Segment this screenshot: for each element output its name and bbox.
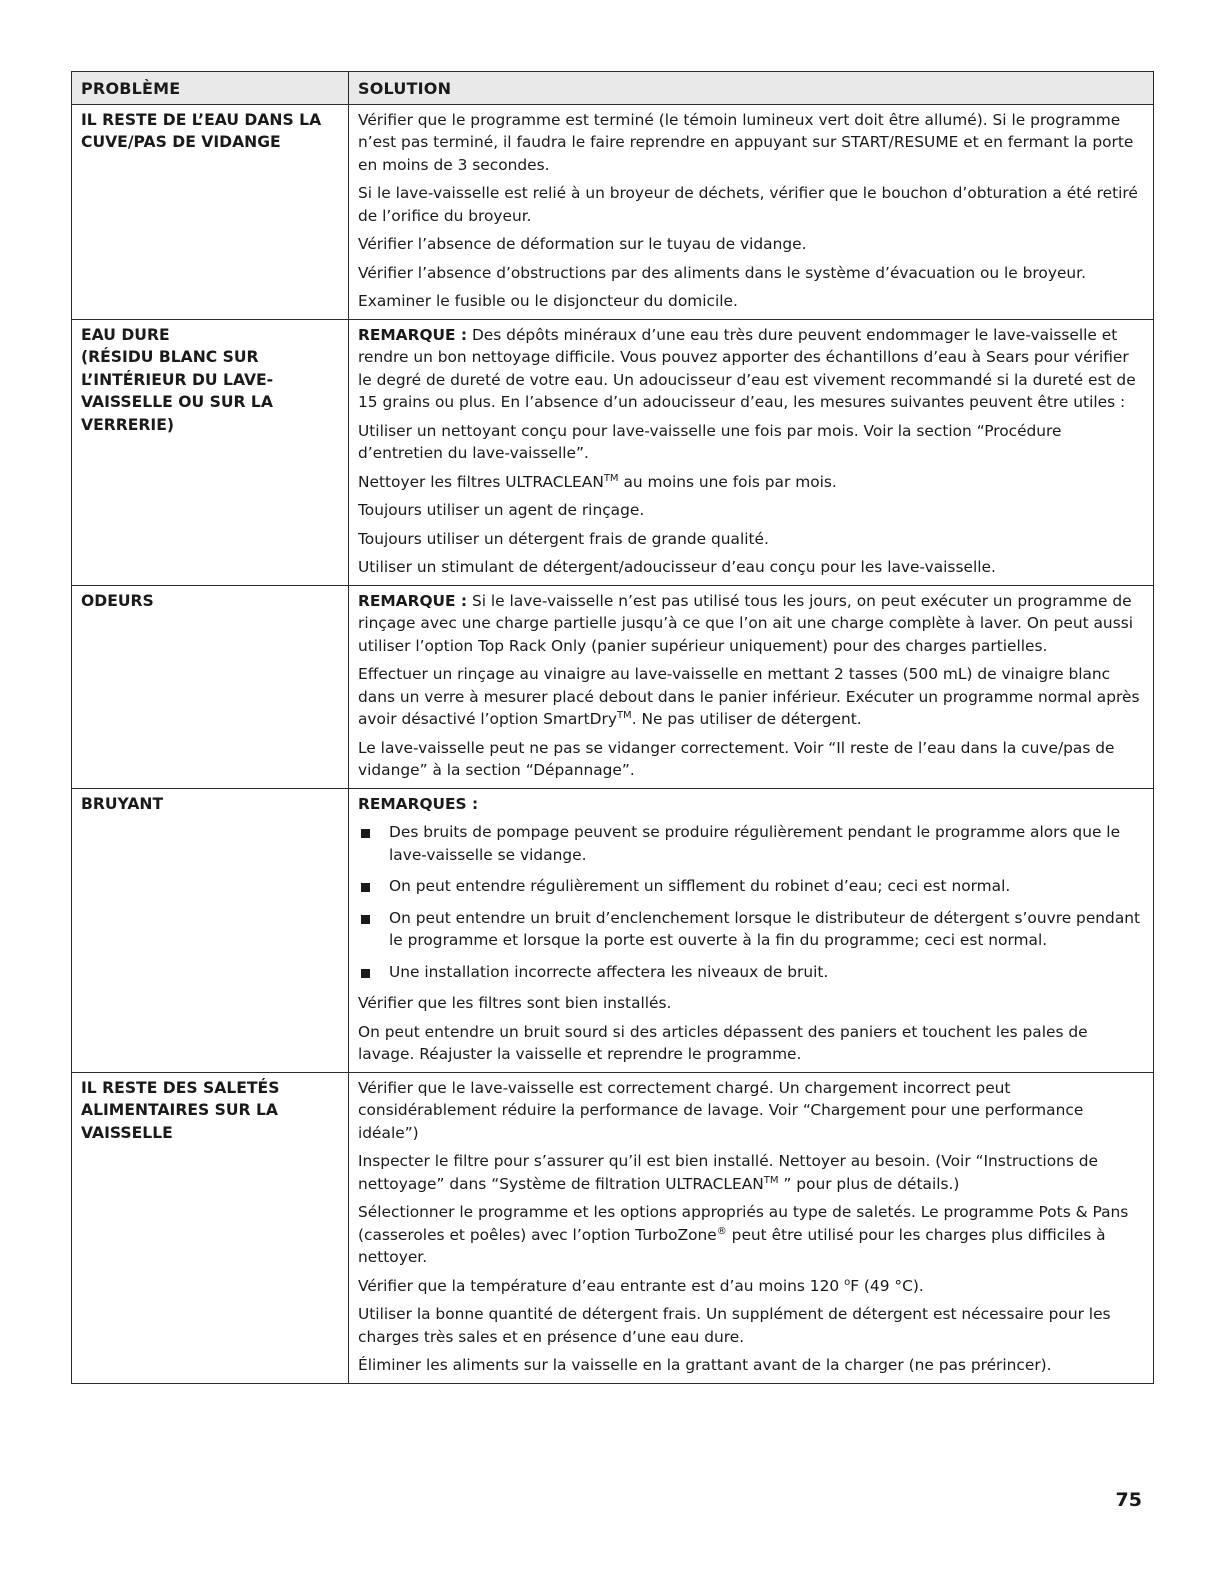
square-bullet-icon — [361, 915, 370, 924]
text-run: Inspecter le filtre pour s’assurer qu’il est bien installé. Nettoyer au besoin. (Voir “Instructions de nettoyage” dans “Système de filtration ULTRACLEAN — [358, 1152, 1099, 1193]
list-item — [358, 875, 1145, 898]
solution-cell — [349, 585, 1154, 788]
list-item-text: Des bruits de pompage peuvent se produire régulièrement pendant le programme alors que le lave-vaisselle se vidange. — [389, 823, 1121, 864]
solution-paragraph — [358, 1275, 1145, 1298]
problem-line: ALIMENTAIRES SUR LA — [81, 1101, 278, 1119]
header-problem: PROBLÈME — [72, 72, 349, 105]
solution-paragraph: Vérifier que les filtres sont bien installés. — [358, 994, 672, 1012]
problem-line: VERRERIE) — [81, 415, 174, 434]
problem-cell: ODEURS — [72, 585, 349, 788]
list-item-text: On peut entendre un bruit d’enclenchement lorsque le distributeur de détergent s’ouvre pendant le programme et lorsque la porte est ouverte à la fin du programme; ceci est normal. — [389, 908, 1141, 949]
problem-cell: BRUYANT — [72, 788, 349, 1072]
list-item — [358, 821, 1145, 866]
solution-paragraph — [358, 471, 1145, 494]
solution-paragraph: Éliminer les aliments sur la vaisselle en la grattant avant de la charger (ne pas prérincer). — [358, 1356, 1052, 1374]
solution-paragraph: Examiner le fusible ou le disjoncteur du domicile. — [358, 292, 738, 310]
square-bullet-icon — [361, 969, 370, 978]
solution-paragraph: Vérifier que le lave-vaisselle est correctement chargé. Un chargement incorrect peut considérablement réduire la performance de lavage. Voir “Chargement pour une performance idéale”) — [358, 1078, 1084, 1142]
table-row — [72, 1072, 1154, 1383]
problem-cell — [72, 319, 349, 585]
text-run: Effectuer un rinçage au vinaigre au lave-vaisselle en mettant 2 tasses (500 mL) de vinaigre blanc dans un verre à mesurer placé debout dans le panier inférieur. Exécuter un programme normal après avoir désactivé l’option SmartDry — [358, 665, 1140, 728]
note-label: REMARQUE : — [358, 591, 468, 610]
table-row — [72, 788, 1154, 1072]
list-item-text: Une installation incorrecte affectera les niveaux de bruit. — [389, 962, 829, 981]
text-run: ” pour plus de détails.) — [778, 1174, 960, 1193]
table-row — [72, 104, 1154, 319]
list-item — [358, 907, 1145, 952]
trademark-mark: TM — [603, 472, 619, 484]
solution-paragraph: Si le lave-vaisselle est relié à un broyeur de déchets, vérifier que le bouchon d’obturation a été retiré de l’orifice du broyeur. — [358, 184, 1138, 225]
solution-paragraph: Vérifier que le programme est terminé (le témoin lumineux vert doit être allumé). Si le programme n’est pas terminé, il faudra le faire reprendre en appuyant sur START/RESUME et en fermant la porte en moins de 3 secondes. — [358, 110, 1134, 174]
troubleshooting-page — [71, 71, 1153, 1384]
notes-list — [358, 821, 1145, 983]
header-solution: SOLUTION — [349, 72, 1154, 105]
table-row — [72, 585, 1154, 788]
note-text: Si le lave-vaisselle n’est pas utilisé tous les jours, on peut exécuter un programme de rinçage avec une charge partielle jusqu’à ce que l’on ait une charge complète à laver. On peut aussi utiliser l’option Top Rack Only (panier supérieur uniquement) pour des charges partielles. — [358, 591, 1134, 655]
text-run: Vérifier que la température d’eau entrante est d’au moins 120 — [358, 1276, 845, 1295]
solution-paragraph: Le lave-vaisselle peut ne pas se vidanger correctement. Voir “Il reste de l’eau dans la cuve/pas de vidange” à la section “Dépannage”. — [358, 738, 1115, 779]
text-run: F (49 °C). — [850, 1276, 924, 1295]
problem-line: EAU DURE — [81, 325, 170, 344]
solution-cell — [349, 788, 1154, 1072]
solution-cell — [349, 319, 1154, 585]
problem-line: (RÉSIDU BLANC SUR — [81, 348, 259, 366]
text-run: Sélectionner le programme et les options appropriés au type de saletés. Le programme Pots & Pans (casseroles et poêles) avec l’option TurboZone — [358, 1203, 1129, 1244]
solution-cell — [349, 104, 1154, 319]
list-item-text: On peut entendre régulièrement un sifflement du robinet d’eau; ceci est normal. — [389, 877, 1011, 895]
solution-cell — [349, 1072, 1154, 1383]
solution-paragraph — [358, 1201, 1145, 1269]
solution-paragraph — [358, 1150, 1145, 1195]
solution-paragraph: Vérifier l’absence de déformation sur le tuyau de vidange. — [358, 235, 807, 253]
square-bullet-icon — [361, 883, 370, 892]
trademark-mark: TM — [616, 709, 632, 721]
table-header-row — [72, 72, 1154, 105]
solution-paragraph: On peut entendre un bruit sourd si des articles dépassent des paniers et touchent les pales de lavage. Réajuster la vaisselle et reprendre le programme. — [358, 1022, 1088, 1063]
solution-paragraph: Toujours utiliser un agent de rinçage. — [358, 501, 645, 519]
problem-line: VAISSELLE OU SUR LA — [81, 393, 273, 411]
solution-paragraph: Utiliser un stimulant de détergent/adoucisseur d’eau conçu pour les lave-vaisselle. — [358, 558, 996, 576]
note-label: REMARQUE : — [358, 325, 468, 344]
problem-cell — [72, 1072, 349, 1383]
table-row — [72, 319, 1154, 585]
square-bullet-icon — [361, 829, 370, 838]
text-run: . Ne pas utiliser de détergent. — [631, 710, 862, 728]
solution-note — [358, 590, 1145, 658]
solution-paragraph: Utiliser la bonne quantité de détergent frais. Un supplément de détergent est nécessaire pour les charges très sales et en présence d’une eau dure. — [358, 1305, 1111, 1346]
page-number: 75 — [1115, 1489, 1142, 1511]
solution-note — [358, 324, 1145, 414]
notes-label: REMARQUES : — [358, 794, 479, 813]
solution-paragraph: Utiliser un nettoyant conçu pour lave-vaisselle une fois par mois. Voir la section “Procédure d’entretien du lave-vaisselle”. — [358, 421, 1062, 462]
problem-line: L’INTÉRIEUR DU LAVE- — [81, 370, 274, 389]
text-run: au moins une fois par mois. — [618, 472, 837, 491]
solution-paragraph — [358, 663, 1145, 731]
degree-mark: o — [844, 1276, 851, 1288]
solution-paragraph: Vérifier l’absence d’obstructions par des aliments dans le système d’évacuation ou le broyeur. — [358, 263, 1086, 282]
note-text: Des dépôts minéraux d’une eau très dure peuvent endommager le lave-vaisselle et rendre un bon nettoyage difficile. Vous pouvez apporter des échantillons d’eau à Sears pour vérifier le degré de dureté de votre eau. Un adoucisseur d’eau est vivement recommandé si la dureté est de 15 grains ou plus. En l’absence d’un adoucisseur d’eau, les mesures suivantes peuvent être utiles : — [358, 325, 1136, 411]
problem-cell: IL RESTE DE L’EAU DANS LA CUVE/PAS DE VIDANGE — [72, 104, 349, 319]
troubleshooting-table — [71, 71, 1154, 1384]
text-run: Nettoyer les filtres ULTRACLEAN — [358, 472, 604, 491]
list-item — [358, 961, 1145, 984]
problem-line: VAISSELLE — [81, 1123, 173, 1142]
problem-line: IL RESTE DES SALETÉS — [81, 1078, 280, 1097]
registered-mark: ® — [716, 1225, 727, 1237]
trademark-mark: TM — [763, 1174, 779, 1186]
text-run: peut être utilisé pour les charges plus difficiles à nettoyer. — [358, 1225, 1106, 1266]
solution-paragraph: Toujours utiliser un détergent frais de grande qualité. — [358, 529, 769, 548]
